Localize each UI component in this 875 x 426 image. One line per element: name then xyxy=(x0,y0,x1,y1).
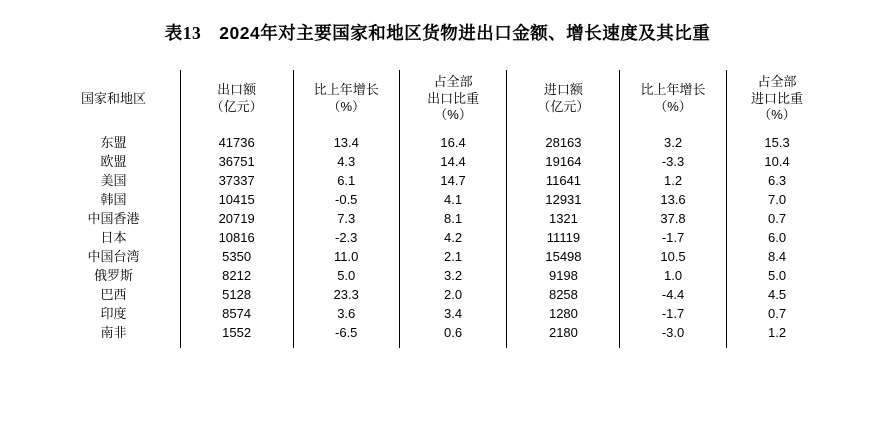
column-header-import-share xyxy=(726,70,827,128)
cell-import-value: 11119 xyxy=(507,228,620,247)
cell-import-growth: -3.0 xyxy=(620,323,726,348)
cell-import-growth: 3.2 xyxy=(620,128,726,152)
cell-import-value: 19164 xyxy=(507,152,620,171)
table-row xyxy=(48,152,828,171)
cell-export-value: 36751 xyxy=(180,152,293,171)
header-line: 出口比重 xyxy=(427,90,480,106)
cell-import-growth: 1.2 xyxy=(620,171,726,190)
column-header-export-share xyxy=(399,70,507,128)
table-row xyxy=(48,247,828,266)
cell-country: 欧盟 xyxy=(48,152,181,171)
cell-export-growth: 11.0 xyxy=(293,247,399,266)
cell-import-share: 8.4 xyxy=(767,248,787,264)
header-line: 比上年增长 xyxy=(313,82,379,98)
cell-country: 俄罗斯 xyxy=(48,266,181,285)
cell-export-share: 0.6 xyxy=(399,323,507,348)
cell-export-growth: -6.5 xyxy=(293,323,399,348)
cell-import-share: 4.5 xyxy=(767,286,787,302)
cell-export-share: 8.1 xyxy=(399,209,507,228)
cell-import-growth: 13.6 xyxy=(620,190,726,209)
page-title xyxy=(0,0,875,45)
table-row xyxy=(48,128,828,152)
cell-import-growth: -4.4 xyxy=(620,285,726,304)
cell-export-share: 3.2 xyxy=(399,266,507,285)
header-line: （%） xyxy=(327,99,365,114)
cell-country: 南非 xyxy=(48,323,181,348)
header-line: （%） xyxy=(758,107,796,123)
cell-country: 韩国 xyxy=(48,190,181,209)
cell-import-share: 10.4 xyxy=(764,153,790,169)
column-header-import-value xyxy=(507,70,620,128)
cell-export-value: 1552 xyxy=(180,323,293,348)
cell-import-value: 28163 xyxy=(507,128,620,152)
cell-import-share: 0.7 xyxy=(767,210,787,226)
cell-country: 中国香港 xyxy=(48,209,181,228)
cell-country: 东盟 xyxy=(48,128,181,152)
cell-import-growth: 37.8 xyxy=(620,209,726,228)
cell-export-value: 10415 xyxy=(180,190,293,209)
cell-export-growth: 13.4 xyxy=(293,128,399,152)
cell-export-growth: 6.1 xyxy=(293,171,399,190)
cell-import-growth: 1.0 xyxy=(620,266,726,285)
cell-export-value: 5350 xyxy=(180,247,293,266)
cell-export-growth: -0.5 xyxy=(293,190,399,209)
cell-export-growth: 4.3 xyxy=(293,152,399,171)
header-row xyxy=(48,70,828,128)
cell-export-share: 14.7 xyxy=(399,171,507,190)
header-line: 进口比重 xyxy=(751,90,804,106)
cell-import-share: 5.0 xyxy=(767,267,787,283)
cell-export-value: 37337 xyxy=(180,171,293,190)
cell-import-share: 15.3 xyxy=(764,134,790,150)
table-row xyxy=(48,285,828,304)
cell-export-value: 10816 xyxy=(180,228,293,247)
header-line: （亿元） xyxy=(210,99,263,114)
cell-import-growth: -1.7 xyxy=(620,228,726,247)
cell-import-growth: -3.3 xyxy=(620,152,726,171)
table-title-text: 2024年对主要国家和地区货物进出口金额、增长速度及其比重 xyxy=(219,23,711,43)
cell-country: 中国台湾 xyxy=(48,247,181,266)
cell-export-growth: 5.0 xyxy=(293,266,399,285)
cell-export-share: 4.2 xyxy=(399,228,507,247)
cell-export-value: 5128 xyxy=(180,285,293,304)
trade-statistics-table xyxy=(48,70,828,348)
cell-country: 印度 xyxy=(48,304,181,323)
cell-country: 美国 xyxy=(48,171,181,190)
header-line: 进口额 xyxy=(543,82,583,98)
cell-export-value: 8212 xyxy=(180,266,293,285)
cell-export-growth: 7.3 xyxy=(293,209,399,228)
cell-import-share: 7.0 xyxy=(767,191,787,207)
cell-country: 巴西 xyxy=(48,285,181,304)
table-row xyxy=(48,209,828,228)
column-header-export-growth xyxy=(293,70,399,128)
column-header-export-value xyxy=(180,70,293,128)
cell-import-share: 1.2 xyxy=(767,324,787,340)
header-line: 出口额 xyxy=(217,82,257,98)
table-row xyxy=(48,304,828,323)
header-line: 比上年增长 xyxy=(640,82,706,98)
header-line: 占全部 xyxy=(757,74,797,90)
cell-import-value: 12931 xyxy=(507,190,620,209)
header-line: （%） xyxy=(434,107,472,123)
cell-export-share: 3.4 xyxy=(399,304,507,323)
column-header-import-growth xyxy=(620,70,726,128)
cell-import-share: 0.7 xyxy=(767,305,787,321)
cell-import-growth: 10.5 xyxy=(620,247,726,266)
cell-import-value: 8258 xyxy=(507,285,620,304)
cell-export-share: 2.1 xyxy=(399,247,507,266)
cell-import-growth: -1.7 xyxy=(620,304,726,323)
header-line: （亿元） xyxy=(537,99,590,114)
table-number: 表13 xyxy=(164,23,202,43)
cell-export-value: 20719 xyxy=(180,209,293,228)
cell-export-value: 8574 xyxy=(180,304,293,323)
cell-import-value: 1280 xyxy=(507,304,620,323)
header-line: 国家和地区 xyxy=(81,90,147,106)
table-row xyxy=(48,228,828,247)
table-row xyxy=(48,323,828,348)
cell-import-share: 6.3 xyxy=(767,172,787,188)
table-row xyxy=(48,190,828,209)
table-row xyxy=(48,171,828,190)
cell-import-value: 1321 xyxy=(507,209,620,228)
cell-import-value: 2180 xyxy=(507,323,620,348)
cell-import-value: 15498 xyxy=(507,247,620,266)
header-line: （%） xyxy=(654,99,692,114)
cell-export-share: 14.4 xyxy=(399,152,507,171)
table-row xyxy=(48,266,828,285)
cell-export-growth: 23.3 xyxy=(293,285,399,304)
table-body xyxy=(48,128,828,348)
cell-export-growth: -2.3 xyxy=(293,228,399,247)
cell-export-share: 4.1 xyxy=(399,190,507,209)
cell-country: 日本 xyxy=(48,228,181,247)
cell-export-share: 2.0 xyxy=(399,285,507,304)
column-header-country xyxy=(48,70,181,128)
cell-export-share: 16.4 xyxy=(399,128,507,152)
cell-import-share: 6.0 xyxy=(767,229,787,245)
cell-import-value: 9198 xyxy=(507,266,620,285)
table-container xyxy=(48,70,828,348)
cell-import-value: 11641 xyxy=(507,171,620,190)
cell-export-growth: 3.6 xyxy=(293,304,399,323)
table-header xyxy=(48,70,828,128)
header-line: 占全部 xyxy=(433,74,473,90)
cell-export-value: 41736 xyxy=(180,128,293,152)
